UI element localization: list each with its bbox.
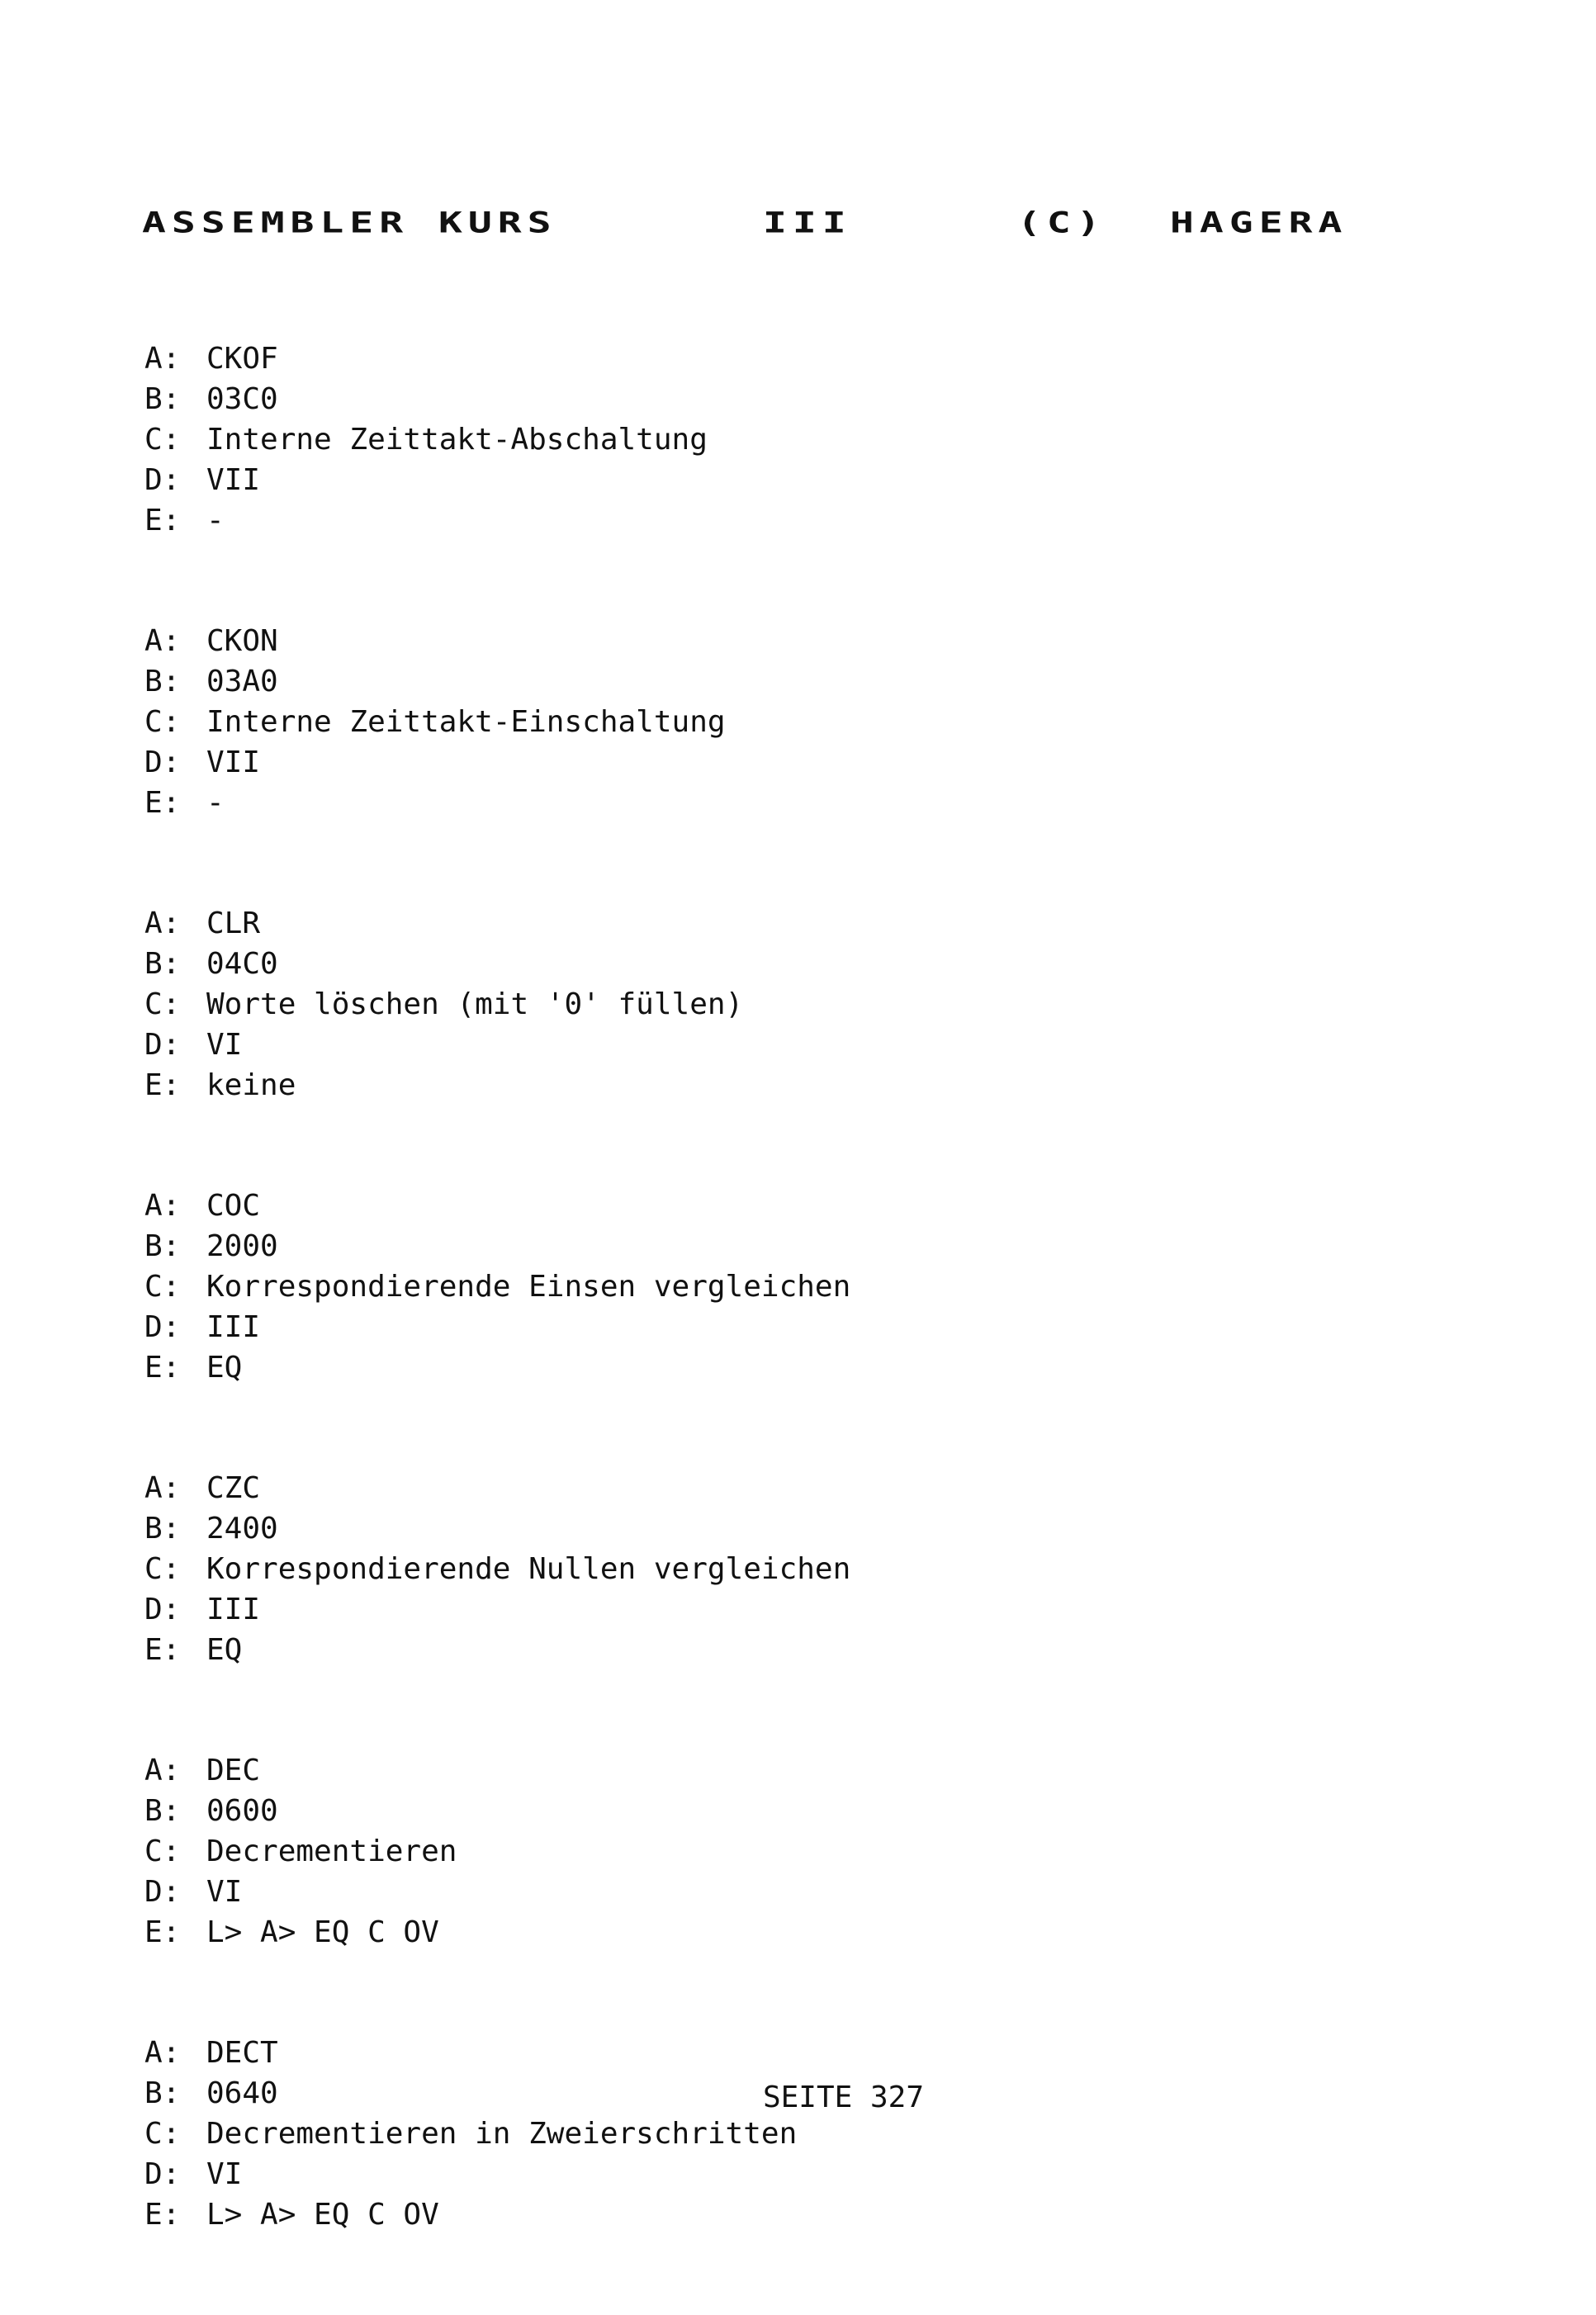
row-label: E: [144, 1633, 181, 1667]
row-value: CKON [206, 624, 278, 658]
entry-row [144, 2154, 1482, 2194]
row-value: VI [206, 1875, 243, 1909]
entry-row [144, 621, 1482, 661]
row-value: III [206, 1310, 261, 1344]
entry-row [144, 2194, 1482, 2235]
row-value: DEC [206, 1754, 261, 1787]
row-value: Decrementieren in Zweierschritten [206, 2117, 798, 2151]
row-label: A: [144, 624, 181, 658]
instruction-entry-dec [144, 1750, 1482, 1953]
row-value: 03A0 [206, 665, 278, 698]
header-copyright: (C) [1017, 206, 1106, 240]
row-value: COC [206, 1189, 261, 1223]
row-value: 0600 [206, 1794, 278, 1828]
entry-row [144, 500, 1482, 541]
row-value: L> A> EQ C OV [206, 1915, 439, 1949]
entry-row [144, 742, 1482, 783]
row-label: C: [144, 1270, 181, 1304]
entry-row [144, 1630, 1482, 1670]
row-value: L> A> EQ C OV [206, 2198, 439, 2232]
row-value: - [206, 504, 225, 537]
row-label: C: [144, 705, 181, 739]
page-header [142, 206, 1463, 264]
entry-row [144, 1549, 1482, 1589]
row-value: VII [206, 463, 261, 497]
entry-row [144, 1872, 1482, 1912]
row-value: keine [206, 1068, 296, 1102]
row-value: Korrespondierende Nullen vergleichen [206, 1552, 851, 1586]
instruction-entry-ckon [144, 621, 1482, 823]
row-label: B: [144, 665, 181, 698]
row-label: A: [144, 2036, 181, 2070]
row-label: E: [144, 2198, 181, 2232]
row-value: 04C0 [206, 947, 278, 981]
row-value: Interne Zeittakt-Abschaltung [206, 423, 708, 457]
entry-row [144, 783, 1482, 823]
row-value: 03C0 [206, 382, 278, 416]
row-value: 2400 [206, 1512, 278, 1546]
row-label: D: [144, 1310, 181, 1344]
entry-row [144, 1226, 1482, 1266]
row-label: C: [144, 987, 181, 1021]
instruction-list [144, 338, 1482, 2315]
row-label: D: [144, 2157, 181, 2191]
entry-row [144, 1508, 1482, 1549]
row-label: E: [144, 1915, 181, 1949]
entry-row [144, 2033, 1482, 2073]
row-label: B: [144, 2076, 181, 2110]
row-value: Decrementieren [206, 1834, 457, 1868]
entry-row [144, 1186, 1482, 1226]
header-volume: III [763, 206, 852, 240]
row-value: EQ [206, 1351, 243, 1385]
row-value: DECT [206, 2036, 278, 2070]
entry-row [144, 702, 1482, 742]
row-label: A: [144, 342, 181, 376]
entry-row [144, 1307, 1482, 1347]
entry-row [144, 1266, 1482, 1307]
row-value: VII [206, 746, 261, 779]
row-label: E: [144, 504, 181, 537]
row-label: C: [144, 423, 181, 457]
row-value: III [206, 1593, 261, 1626]
row-label: B: [144, 382, 181, 416]
row-label: C: [144, 1552, 181, 1586]
instruction-entry-czc [144, 1468, 1482, 1670]
row-label: B: [144, 1229, 181, 1263]
entry-row [144, 379, 1482, 419]
row-value: 2000 [206, 1229, 278, 1263]
row-label: E: [144, 1068, 181, 1102]
entry-row [144, 661, 1482, 702]
row-value: CKOF [206, 342, 278, 376]
row-value: EQ [206, 1633, 243, 1667]
row-label: D: [144, 1875, 181, 1909]
entry-row [144, 1912, 1482, 1953]
entry-row [144, 1065, 1482, 1105]
row-label: A: [144, 1189, 181, 1223]
row-label: D: [144, 1593, 181, 1626]
entry-row [144, 1831, 1482, 1872]
instruction-entry-dect [144, 2033, 1482, 2235]
instruction-entry-coc [144, 1186, 1482, 1388]
row-value: CZC [206, 1471, 261, 1505]
page-number: SEITE 327 [762, 2081, 925, 2114]
row-value: Interne Zeittakt-Einschaltung [206, 705, 726, 739]
entry-row [144, 1791, 1482, 1831]
instruction-entry-ckof [144, 338, 1482, 541]
entry-row [144, 984, 1482, 1025]
row-label: A: [144, 907, 181, 940]
row-value: 0640 [206, 2076, 278, 2110]
entry-row [144, 419, 1482, 460]
row-label: A: [144, 1471, 181, 1505]
row-label: D: [144, 463, 181, 497]
entry-row [144, 1025, 1482, 1065]
entry-row [144, 903, 1482, 944]
entry-row [144, 1750, 1482, 1791]
header-title: ASSEMBLER KURS [142, 206, 557, 240]
entry-row [144, 460, 1482, 500]
entry-row [144, 1347, 1482, 1388]
row-label: D: [144, 1028, 181, 1062]
instruction-entry-clr [144, 903, 1482, 1105]
header-author: HAGERA [1170, 206, 1348, 240]
row-label: B: [144, 947, 181, 981]
row-value: - [206, 786, 225, 820]
row-label: C: [144, 1834, 181, 1868]
entry-row [144, 1589, 1482, 1630]
row-label: B: [144, 1512, 181, 1546]
entry-row [144, 2114, 1482, 2154]
row-label: C: [144, 2117, 181, 2151]
row-value: CLR [206, 907, 261, 940]
row-value: Korrespondierende Einsen vergleichen [206, 1270, 851, 1304]
row-label: A: [144, 1754, 181, 1787]
row-value: Worte löschen (mit '0' füllen) [206, 987, 744, 1021]
row-label: B: [144, 1794, 181, 1828]
row-label: E: [144, 786, 181, 820]
entry-row [144, 944, 1482, 984]
row-label: E: [144, 1351, 181, 1385]
row-label: D: [144, 746, 181, 779]
row-value: VI [206, 2157, 243, 2191]
row-value: VI [206, 1028, 243, 1062]
entry-row [144, 1468, 1482, 1508]
entry-row [144, 338, 1482, 379]
